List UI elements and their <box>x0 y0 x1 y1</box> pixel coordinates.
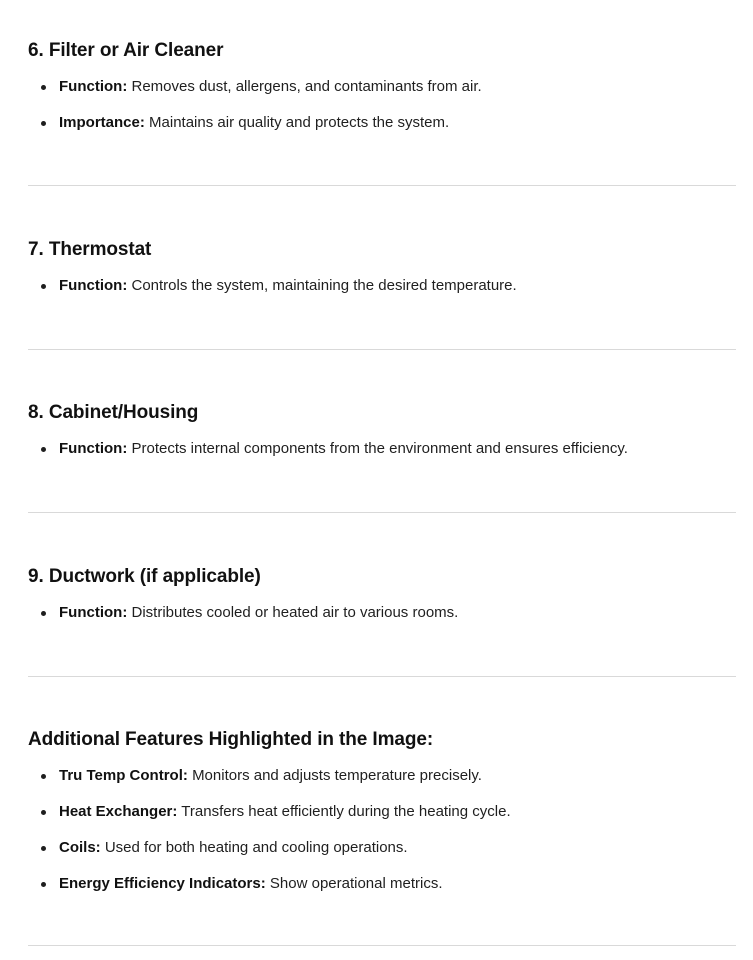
section-filter <box>28 39 753 133</box>
list-item <box>28 838 753 858</box>
bullet-list <box>28 766 753 894</box>
bullet-icon <box>41 774 46 779</box>
list-item <box>28 77 753 97</box>
bullet-icon <box>41 447 46 452</box>
list-item <box>28 766 753 786</box>
item-text: Transfers heat efficiently during the heating cycle. <box>181 803 511 820</box>
bullet-list <box>28 77 753 133</box>
bullet-icon <box>41 284 46 289</box>
section-heading: Additional Features Highlighted in the Image: <box>28 729 434 750</box>
section-divider <box>28 512 736 513</box>
bullet-list <box>28 439 753 459</box>
bullet-icon <box>41 882 46 887</box>
bullet-icon <box>41 810 46 815</box>
item-text: Show operational metrics. <box>269 875 443 892</box>
list-item <box>28 276 753 296</box>
section-heading: 7. Thermostat <box>28 239 152 260</box>
item-term: Function: <box>59 277 128 294</box>
item-text: Distributes cooled or heated air to various rooms. <box>131 604 459 621</box>
list-item <box>28 874 753 894</box>
section-heading: 6. Filter or Air Cleaner <box>28 40 224 61</box>
item-text: Controls the system, maintaining the desired temperature. <box>131 277 517 294</box>
item-text: Used for both heating and cooling operations. <box>104 839 408 856</box>
item-text: Monitors and adjusts temperature precisely. <box>192 767 482 784</box>
section-divider <box>28 185 736 186</box>
section-divider <box>28 349 736 350</box>
item-text: Removes dust, allergens, and contaminants from air. <box>131 78 482 95</box>
list-item <box>28 113 753 133</box>
bullet-icon <box>41 121 46 126</box>
bullet-icon <box>41 611 46 616</box>
section-divider <box>28 676 736 677</box>
item-term: Function: <box>59 78 128 95</box>
section-thermostat <box>28 238 753 296</box>
bullet-icon <box>41 85 46 90</box>
item-term: Function: <box>59 440 128 457</box>
section-additional-features <box>28 728 753 894</box>
list-item <box>28 802 753 822</box>
item-term: Heat Exchanger: <box>59 803 178 820</box>
section-heading: 8. Cabinet/Housing <box>28 402 199 423</box>
item-term: Importance: <box>59 114 145 131</box>
bullet-list <box>28 276 753 296</box>
section-cabinet <box>28 401 753 459</box>
item-text: Protects internal components from the environment and ensures efficiency. <box>131 440 628 457</box>
bullet-icon <box>41 846 46 851</box>
item-text: Maintains air quality and protects the system. <box>149 114 450 131</box>
item-term: Function: <box>59 604 128 621</box>
section-divider <box>28 945 736 946</box>
item-term: Tru Temp Control: <box>59 767 188 784</box>
section-ductwork <box>28 565 753 623</box>
list-item <box>28 603 753 623</box>
item-term: Energy Efficiency Indicators: <box>59 875 266 892</box>
item-term: Coils: <box>59 839 101 856</box>
bullet-list <box>28 603 753 623</box>
list-item <box>28 439 753 459</box>
section-heading: 9. Ductwork (if applicable) <box>28 566 261 587</box>
